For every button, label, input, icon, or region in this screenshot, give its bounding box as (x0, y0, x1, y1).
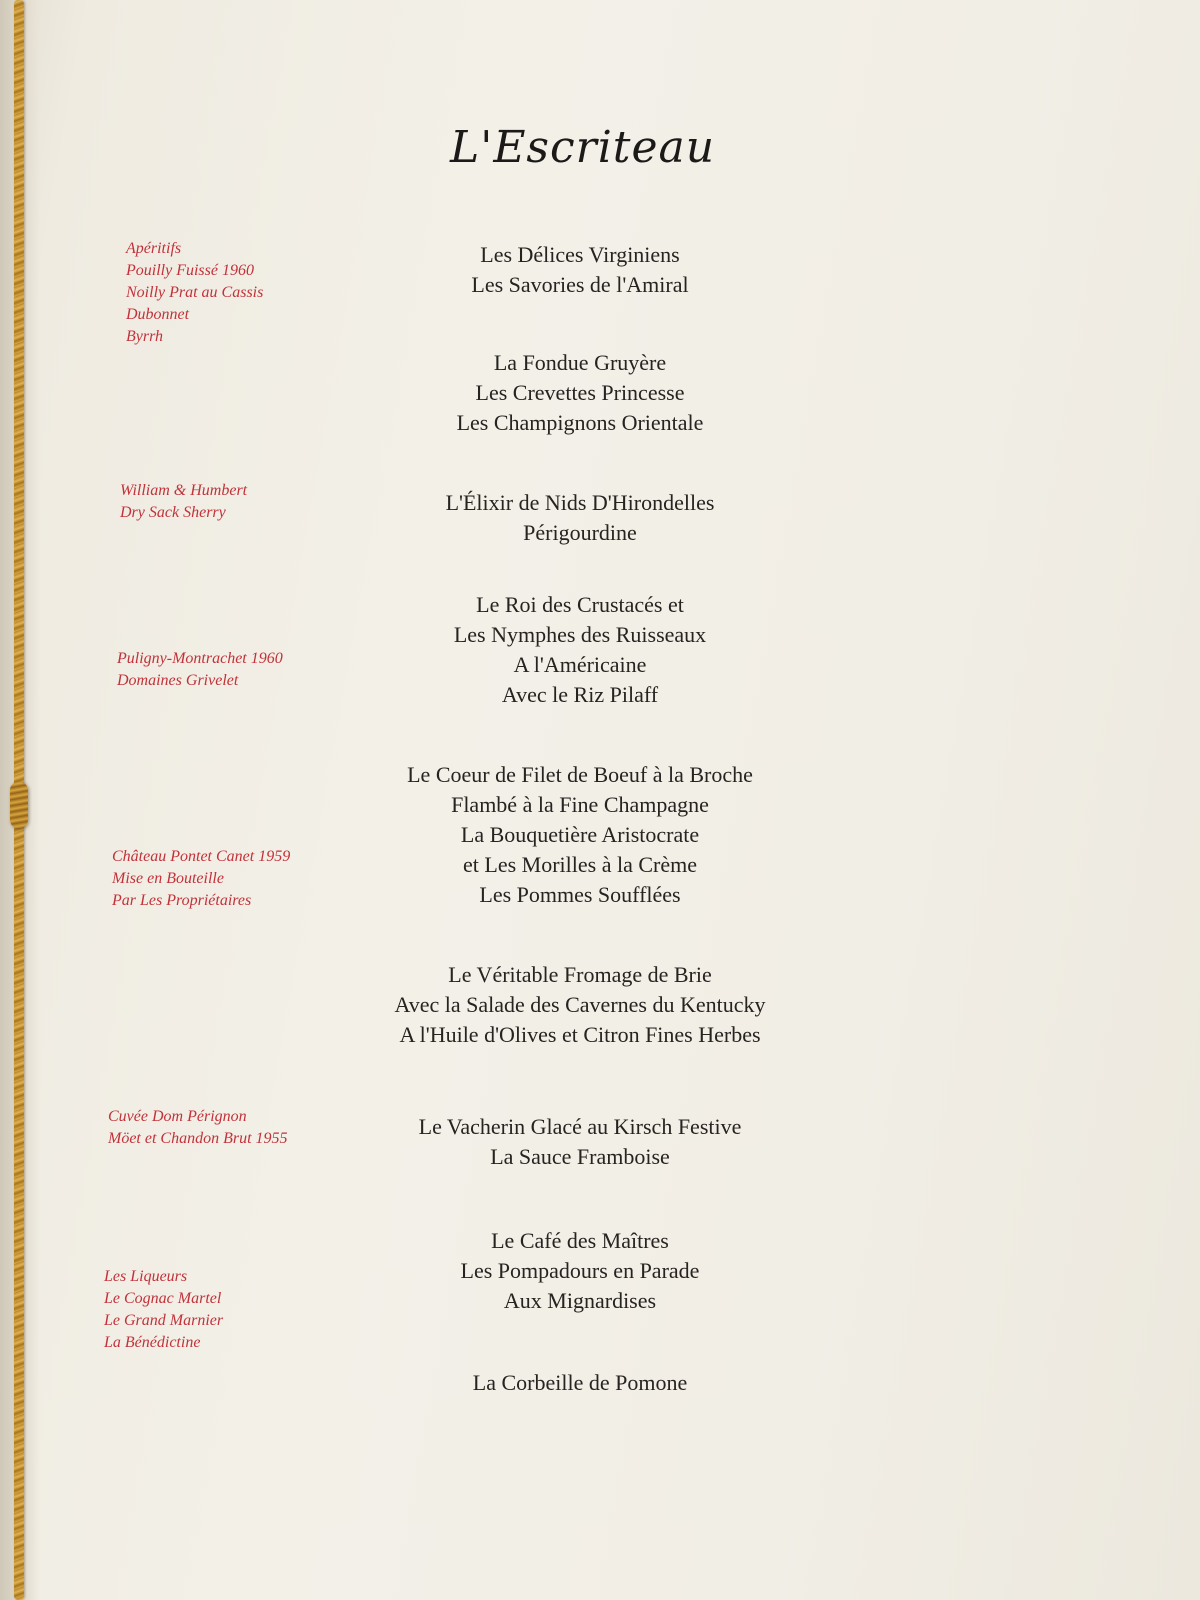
course-line: Le Coeur de Filet de Boeuf à la Broche (407, 762, 753, 787)
course-line: Les Champignons Orientale (456, 410, 704, 435)
wine-group-red (112, 846, 372, 912)
course-line: Avec la Salade des Cavernes du Kentucky (394, 992, 766, 1017)
course-line: Les Délices Virginiens (480, 242, 680, 267)
course-5 (340, 760, 820, 910)
course-line: Les Pommes Soufflées (479, 882, 681, 907)
wine-line: Byrrh (126, 328, 164, 345)
wine-line: Mise en Bouteille (112, 870, 224, 887)
wine-line: Noilly Prat au Cassis (126, 284, 264, 301)
course-1 (340, 240, 820, 300)
course-line: Le Vacherin Glacé au Kirsch Festive (418, 1114, 742, 1139)
wine-line: Cuvée Dom Pérignon (108, 1108, 247, 1125)
course-line: Périgourdine (523, 520, 637, 545)
course-line: Flambé à la Fine Champagne (451, 792, 709, 817)
course-line: Les Nymphes des Ruisseaux (453, 622, 707, 647)
course-3 (340, 488, 820, 548)
course-line: La Corbeille de Pomone (472, 1370, 688, 1395)
wine-group-liqueurs (104, 1266, 364, 1354)
course-6 (340, 960, 820, 1050)
wine-group-champagne (108, 1106, 368, 1150)
course-4 (340, 590, 820, 710)
wine-line: Les Liqueurs (104, 1268, 188, 1285)
course-line: et Les Morilles à la Crème (463, 852, 697, 877)
course-line: Le Roi des Crustacés et (476, 592, 684, 617)
course-line: La Bouquetière Aristocrate (460, 822, 700, 847)
wine-line: Dry Sack Sherry (120, 504, 226, 521)
menu-title: L'Escriteau (450, 122, 716, 173)
course-line: A l'Huile d'Olives et Citron Fines Herbes (399, 1022, 761, 1047)
course-line: Avec le Riz Pilaff (501, 682, 659, 707)
course-line: Le Véritable Fromage de Brie (448, 962, 712, 987)
binding-cord-knot (10, 782, 28, 828)
wine-line: William & Humbert (120, 482, 248, 499)
course-line: Aux Mignardises (503, 1288, 657, 1313)
course-line: La Sauce Framboise (490, 1144, 670, 1169)
course-7 (340, 1112, 820, 1172)
wine-line: Château Pontet Canet 1959 (112, 848, 291, 865)
wine-line: Le Cognac Martel (104, 1290, 222, 1307)
wine-line: Möet et Chandon Brut 1955 (108, 1130, 288, 1147)
wine-line: Pouilly Fuissé 1960 (126, 262, 254, 279)
wine-group-white (117, 648, 377, 692)
wine-line: Dubonnet (126, 306, 190, 323)
course-line: La Fondue Gruyère (493, 350, 667, 375)
course-9 (340, 1368, 820, 1398)
course-line: Les Savories de l'Amiral (471, 272, 689, 297)
wine-line: Le Grand Marnier (104, 1312, 224, 1329)
course-line: Le Café des Maîtres (491, 1228, 669, 1253)
wine-line: Domaines Grivelet (117, 672, 239, 689)
course-line: L'Élixir de Nids D'Hirondelles (445, 490, 715, 515)
wine-line: Par Les Propriétaires (112, 892, 252, 909)
course-line: Les Crevettes Princesse (475, 380, 685, 405)
wine-line: La Bénédictine (104, 1334, 201, 1351)
course-2 (340, 348, 820, 438)
course-8 (340, 1226, 820, 1316)
wine-line: Apéritifs (126, 240, 182, 257)
course-line: Les Pompadours en Parade (460, 1258, 700, 1283)
wine-line: Puligny-Montrachet 1960 (117, 650, 283, 667)
course-line: A l'Américaine (513, 652, 647, 677)
